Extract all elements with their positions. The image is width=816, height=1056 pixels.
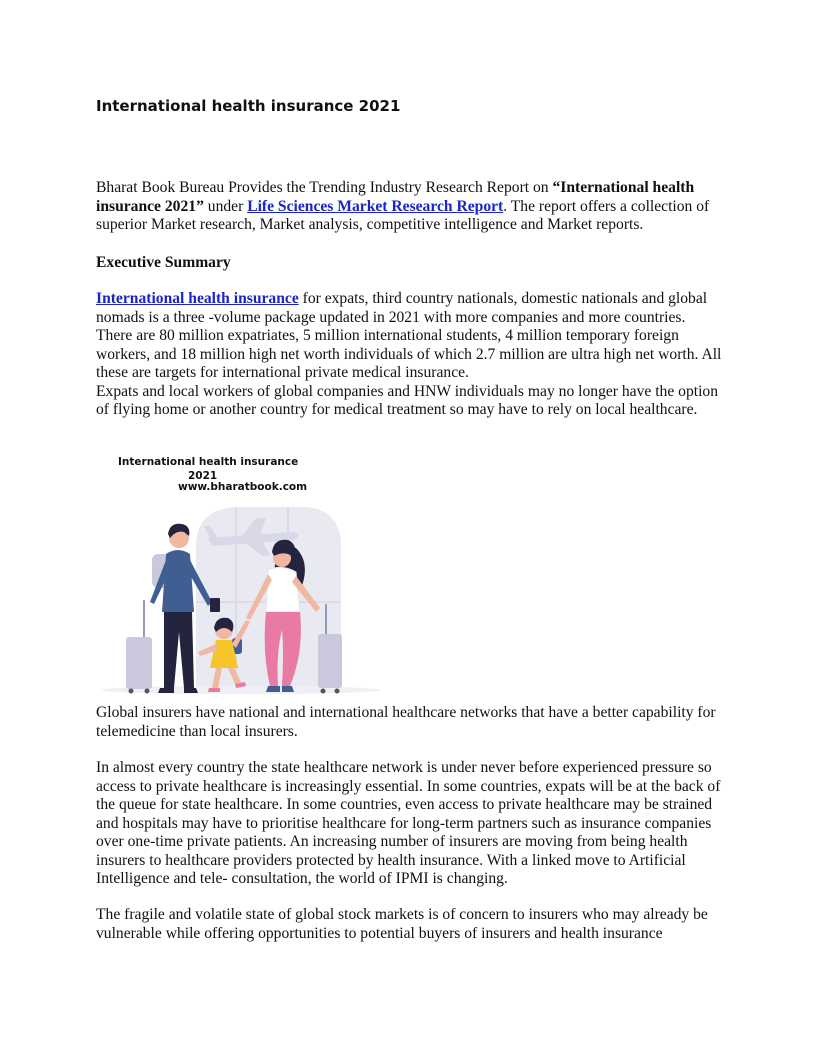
figure-caption-url: www.bharatbook.com [178, 481, 308, 493]
report-figure [96, 452, 386, 702]
page-title: International health insurance 2021 [96, 97, 401, 115]
executive-summary-body [96, 290, 726, 420]
paragraph-3: Expats and local workers of global companies and HNW individuals may no longer have the option of flying home or another country for medical treatment so may have to rely on local healthcare. [96, 382, 719, 418]
figure-caption-year: 2021 [188, 470, 218, 482]
executive-summary-heading: Executive Summary [96, 254, 231, 271]
paragraph-1 [96, 290, 726, 327]
paragraph-4: Global insurers have national and international healthcare networks that have a better capability for telemedicine than local insurers. [96, 704, 716, 740]
family-travel-illustration [96, 452, 386, 702]
paragraph-6: The fragile and volatile state of global stock markets is of concern to insurers who may already be vulnerable while offering opportunities to potential buyers of insurers and health insurance [96, 906, 708, 942]
intro-text-3: . The report offers a collection of superior Market research, Market analysis, competitive intelligence and Market reports. [96, 197, 710, 233]
passport-icon [210, 598, 220, 612]
intro-text-1: Bharat Book Bureau Provides the Trending Industry Research Report on [96, 179, 553, 196]
life-sciences-report-link[interactable]: Life Sciences Market Research Report [247, 197, 504, 215]
paragraph-5: In almost every country the state healthcare network is under never before experienced pressure so access to private healthcare is increasingly essential. In some countries, expats will be at the back of the queue for state healthcare. In some countries, even access to private healthcare may be strained and hospitals may have to prioritise healthcare for long-term partners such as insurance companies over one-time private patients. An increasing number of insurers are moving from being health insurers to healthcare providers protected by health insurance. With a linked move to Artificial Intelligence and tele- consultation, the world of IPMI is changing. [96, 759, 721, 887]
intro-text-2: under [203, 197, 248, 215]
intro-paragraph [96, 179, 726, 235]
figure-caption-title: International health insurance [118, 456, 299, 468]
left-suitcase-icon [126, 600, 152, 694]
intro-report-name: “International health insurance 2021” [96, 179, 695, 215]
paragraph-2: There are 80 million expatriates, 5 million international students, 4 million temporary foreign workers, and 18 million high net worth individuals of which 2.7 million are ultra high net worth. All these are targets for international private medical insurance. [96, 327, 722, 381]
paragraph-1-text: for expats, third country nationals, domestic nationals and global nomads is a three -volume package updated in 2021 with more companies and more countries. [96, 290, 708, 326]
international-health-insurance-link[interactable]: International health insurance [96, 290, 299, 307]
